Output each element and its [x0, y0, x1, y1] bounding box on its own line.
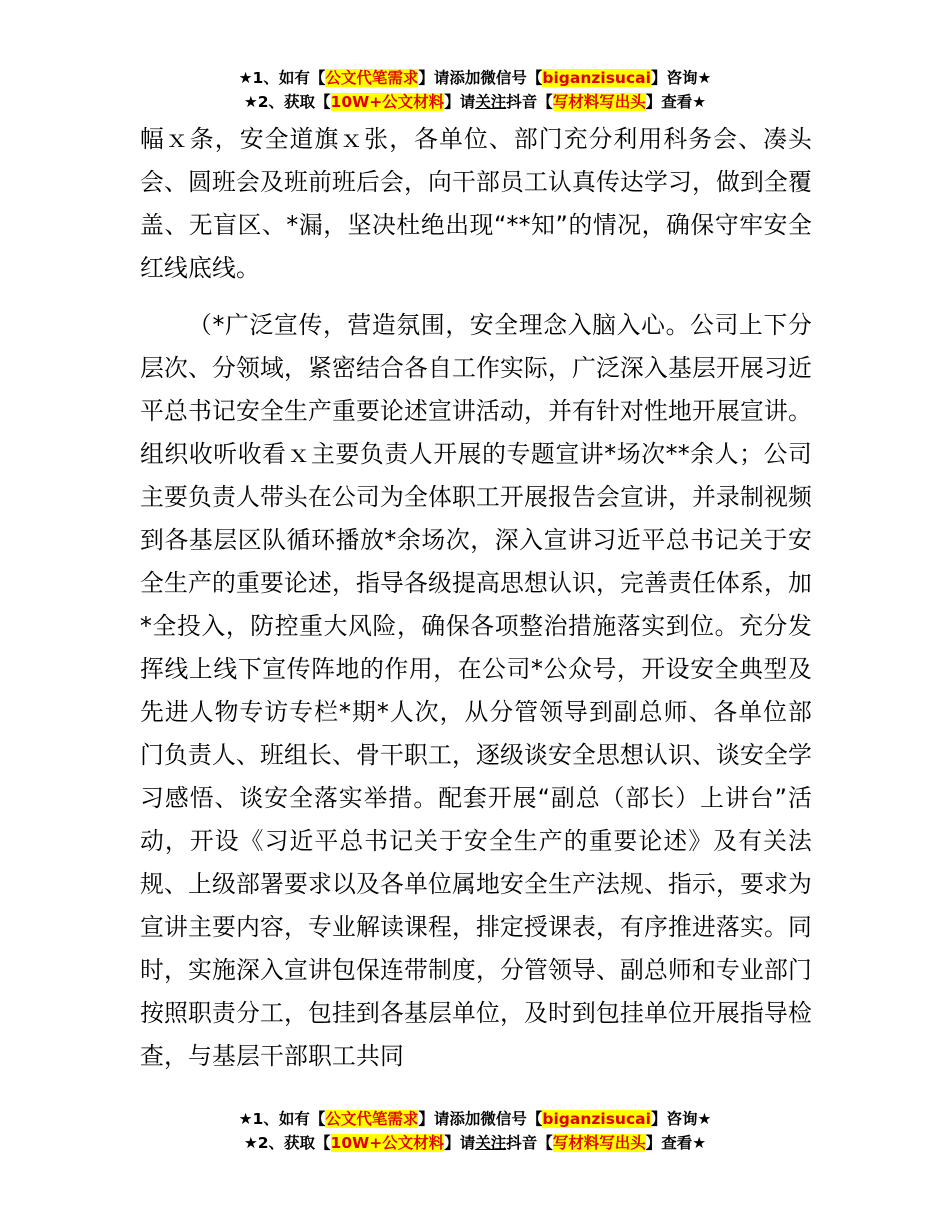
footer-line-2-mid: 】请 [444, 1134, 476, 1152]
footer-underlined-follow: 关注 [475, 1134, 507, 1152]
footer-line-2-prefix: ★2、获取【 [243, 1134, 331, 1152]
header-highlight-ghostwriting: 公文代笔需求 [325, 69, 419, 87]
header-banner [0, 66, 950, 114]
footer-banner [0, 1107, 950, 1155]
footer-highlight-douyin: 写材料写出头 [552, 1134, 646, 1152]
footer-line-2-mid-2: 抖音【 [506, 1134, 553, 1152]
header-line-1 [0, 66, 950, 90]
header-underlined-follow: 关注 [475, 93, 507, 111]
footer-highlight-ghostwriting: 公文代笔需求 [325, 1110, 419, 1128]
header-line-1-mid: 】请添加微信号【 [418, 69, 543, 87]
header-line-1-prefix: ★1、如有【 [238, 69, 326, 87]
footer-line-1-prefix: ★1、如有【 [238, 1110, 326, 1128]
footer-line-2 [0, 1131, 950, 1155]
footer-line-2-suffix: 】查看★ [645, 1134, 707, 1152]
header-line-2-mid: 】请 [444, 93, 476, 111]
header-line-2-suffix: 】查看★ [645, 93, 707, 111]
body-paragraph-2: （*广泛宣传，营造氛围，安全理念入脑入心。公司上下分层次、分领域，紧密结合各自工作实际，广泛深入基层开展习近平总书记安全生产重要论述宣讲活动，并有针对性地开展宣讲。组织收听收看ｘ主要负责人开展的专题宣讲*场次**余人；公司主要负责人带头在公司为全体职工开展报告会宣讲，并录制视频到各基层区队循环播放*余场次，深入宣讲习近平总书记关于安全生产的重要论述，指导各级提高思想认识，完善责任体系，加*全投入，防控重大风险，确保各项整治措施落实到位。充分发挥线上线下宣传阵地的作用，在公司*公众号，开设安全典型及先进人物专访专栏*期*人次，从分管领导到副总师、各单位部门负责人、班组长、骨干职工，逐级谈安全思想认识、谈安全学习感悟、谈安全落实举措。配套开展“副总（部长）上讲台”活动，开设《习近平总书记关于安全生产的重要论述》及有关法规、上级部署要求以及各单位属地安全生产法规、指示，要求为宣讲主要内容，专业解读课程，排定授课表，有序推进落实。同时，实施深入宣讲包保连带制度，分管领导、副总师和专业部门按照职责分工，包挂到各基层单位，及时到包挂单位开展指导检查，与基层干部职工共同 [140, 311, 812, 1070]
header-line-2-mid-2: 抖音【 [506, 93, 553, 111]
header-line-2 [0, 90, 950, 114]
footer-line-1-mid: 】请添加微信号【 [418, 1110, 543, 1128]
header-highlight-douyin: 写材料写出头 [552, 93, 646, 111]
header-highlight-wechat-id: biganzisucai [542, 69, 651, 87]
footer-highlight-materials: 10W+公文材料 [330, 1134, 445, 1152]
body-paragraph-1: 幅ｘ条，安全道旗ｘ张，各单位、部门充分利用科务会、凑头会、圆班会及班前班后会，向干部员工认真传达学习，做到全覆盖、无盲区、*漏，坚决杜绝出现“**知”的情况，确保守牢安全红线底线。 [140, 125, 812, 282]
footer-line-1-suffix: 】咨询★ [650, 1110, 712, 1128]
header-line-1-suffix: 】咨询★ [650, 69, 712, 87]
header-highlight-materials: 10W+公文材料 [330, 93, 445, 111]
header-line-2-prefix: ★2、获取【 [243, 93, 331, 111]
document-body [140, 118, 812, 1078]
footer-line-1 [0, 1107, 950, 1131]
footer-highlight-wechat-id: biganzisucai [542, 1110, 651, 1128]
